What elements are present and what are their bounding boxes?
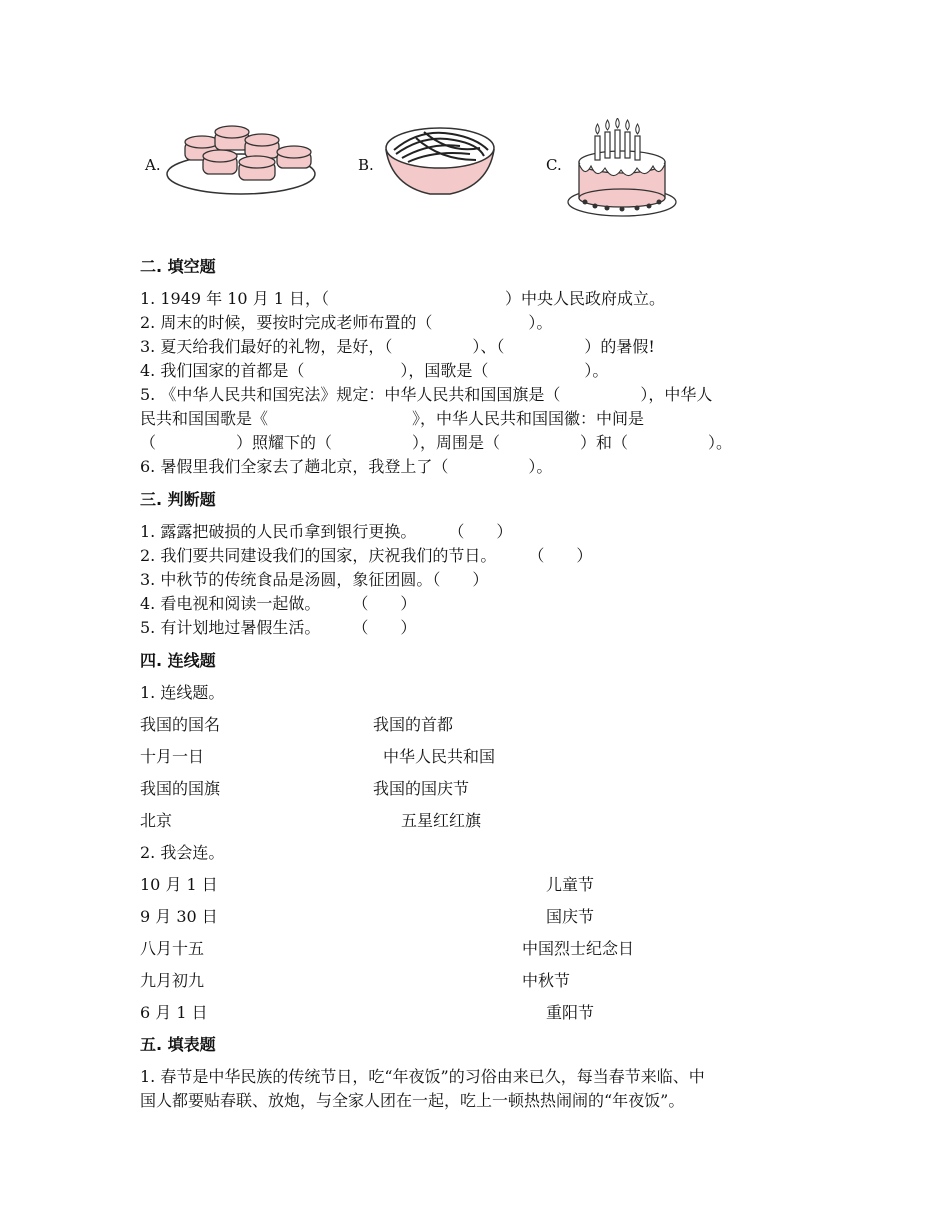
judge-question-2: 2. 我们要共同建设我们的国家，庆祝我们的节日。 （ ）	[140, 546, 593, 565]
match2-right-item: 儿童节	[546, 875, 595, 894]
noodle-bowl-icon	[380, 120, 500, 200]
fill-question-5-line-1: 5. 《中华人民共和国宪法》规定：中华人民共和国国旗是（ ），中华人	[140, 385, 713, 404]
option-a-label: A.	[145, 156, 161, 174]
option-c-label: C.	[546, 156, 562, 174]
match1-right-item: 我国的首都	[373, 715, 454, 734]
fill-question-5-line-2: 民共和国国歌是《 》，中华人民共和国国徽：中间是	[140, 409, 645, 428]
fill-question-2: 2. 周末的时候，要按时完成老师布置的（ ）。	[140, 313, 553, 332]
section-fill-blank-title: 二. 填空题	[140, 257, 216, 276]
section-matching-title: 四. 连线题	[140, 651, 216, 670]
fill-question-4: 4. 我们国家的首都是（ ），国歌是（ ）。	[140, 361, 609, 380]
judge-question-4: 4. 看电视和阅读一起做。 （ ）	[140, 594, 417, 613]
table-question-1-line-2: 国人都要贴春联、放炮，与全家人团在一起，吃上一顿热热闹闹的“年夜饭”。	[140, 1091, 685, 1110]
match2-right-item: 中国烈士纪念日	[522, 939, 635, 958]
match2-right-item: 国庆节	[546, 907, 595, 926]
fill-question-5-line-3: （ ）照耀下的（ ），周围是（ ）和（ ）。	[140, 433, 733, 452]
match1-right-item: 我国的国庆节	[373, 779, 470, 798]
option-b-label: B.	[358, 156, 374, 174]
match1-left-item: 十月一日	[140, 747, 205, 766]
birthday-cake-icon	[565, 118, 680, 220]
match2-left-item: 10 月 1 日	[140, 875, 218, 894]
match1-left-item: 我国的国旗	[140, 779, 221, 798]
match1-right-item: 五星红红旗	[401, 811, 482, 830]
match1-left-item: 北京	[140, 811, 173, 830]
match2-left-item: 九月初九	[140, 971, 205, 990]
matching-part-2-label: 2. 我会连。	[140, 843, 225, 862]
fill-question-6: 6. 暑假里我们全家去了趟北京，我登上了（ ）。	[140, 457, 553, 476]
section-table-title: 五. 填表题	[140, 1035, 216, 1054]
match2-left-item: 八月十五	[140, 939, 205, 958]
judge-question-1: 1. 露露把破损的人民币拿到银行更换。 （ ）	[140, 522, 513, 541]
table-question-1-line-1: 1. 春节是中华民族的传统节日，吃“年夜饭”的习俗由来已久，每当春节来临、中	[140, 1067, 705, 1086]
mooncakes-plate-icon	[165, 122, 317, 200]
matching-part-1-label: 1. 连线题。	[140, 683, 225, 702]
judge-question-5: 5. 有计划地过暑假生活。 （ ）	[140, 618, 417, 637]
match2-right-item: 重阳节	[546, 1003, 595, 1022]
fill-question-3: 3. 夏天给我们最好的礼物，是好，（ ）、（ ）的暑假!	[140, 337, 655, 356]
match1-left-item: 我国的国名	[140, 715, 221, 734]
match2-right-item: 中秋节	[522, 971, 571, 990]
match1-right-item: 中华人民共和国	[383, 747, 496, 766]
match2-left-item: 9 月 30 日	[140, 907, 218, 926]
match2-left-item: 6 月 1 日	[140, 1003, 208, 1022]
judge-question-3: 3. 中秋节的传统食品是汤圆，象征团圆。（ ）	[140, 570, 489, 589]
section-judge-title: 三. 判断题	[140, 490, 216, 509]
fill-question-1: 1. 1949 年 10 月 1 日，（ ）中央人民政府成立。	[140, 289, 666, 308]
